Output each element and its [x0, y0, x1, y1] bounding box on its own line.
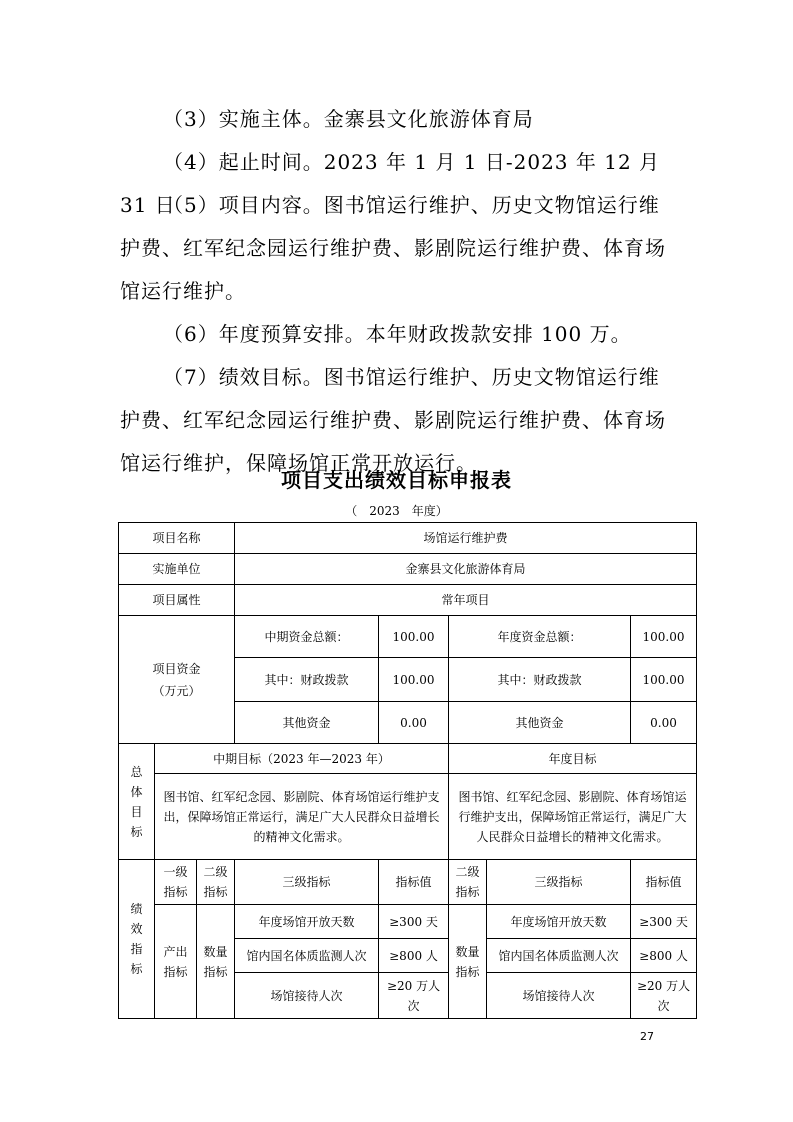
- year-total-value: 100.00: [631, 616, 697, 658]
- indicator-value-year: ≥800 人: [631, 939, 697, 973]
- year-total-label: 年度资金总额：: [449, 616, 631, 658]
- para-period: （4）起止时间。2023 年 1 月 1 日-2023 年 12 月 31 日: [120, 150, 661, 217]
- performance-form-table: [118, 522, 697, 1019]
- quantity-label-year-line: 指标: [455, 964, 480, 979]
- overall-goal-label: [119, 744, 155, 860]
- project-name-value: 场馆运行维护费: [235, 523, 697, 554]
- mid-fiscal-value: 100.00: [379, 658, 449, 702]
- year-other-value: 0.00: [631, 702, 697, 744]
- header-level2-line: 指标: [203, 885, 228, 899]
- para-goals: （7）绩效目标。图书馆运行维护、历史文物馆运行维护费、红军纪念园运行维护费、影剧院运行维护费、体育场馆运行维护，保障场馆正常开放运行。: [120, 365, 666, 475]
- quantity-label-line: 指标: [203, 964, 228, 979]
- year-goal-text: 图书馆、红军纪念园、影剧院、体育场馆运行维护支出，保障场馆正常运行，满足广大人民群众日益增长的精神文化需求。: [449, 774, 697, 860]
- indicator-value: ≥800 人: [379, 939, 449, 973]
- header-level1-line: 指标: [163, 885, 188, 899]
- output-label-line: 指标: [163, 964, 188, 979]
- para-implementer: （3）实施主体。金寨县文化旅游体育局: [163, 107, 534, 131]
- year-fiscal-label: 其中：财政拨款: [449, 658, 631, 702]
- indicator-name: 年度场馆开放天数: [235, 905, 379, 939]
- header-level3-year: 三级指标: [487, 860, 631, 905]
- header-level2: [197, 860, 235, 905]
- table-row: [119, 905, 697, 939]
- header-level2-year-line: 二级: [455, 865, 480, 879]
- perf-label-char: 效: [130, 922, 143, 936]
- perf-label-char: 指: [130, 942, 143, 956]
- quantity-label-line: 数量: [203, 944, 228, 959]
- project-name-label: 项目名称: [119, 523, 235, 554]
- row-project-name: [119, 523, 697, 554]
- indicator-value: ≥20 万人次: [379, 973, 449, 1019]
- quantity-label-year-line: 数量: [455, 944, 480, 959]
- indicator-value: ≥300 天: [379, 905, 449, 939]
- header-level1: [155, 860, 197, 905]
- impl-unit-value: 金寨县文化旅游体育局: [235, 554, 697, 585]
- indicator-name-year: 馆内国名体质监测人次: [487, 939, 631, 973]
- page-number: 27: [640, 1030, 654, 1043]
- quantity-indicator-label: [197, 905, 235, 1019]
- header-value-year: 指标值: [631, 860, 697, 905]
- indicator-name: 馆内国名体质监测人次: [235, 939, 379, 973]
- impl-unit-label: 实施单位: [119, 554, 235, 585]
- header-level1-line: 一级: [163, 865, 188, 879]
- overall-label-char: 标: [130, 824, 143, 839]
- perf-indicator-label: [119, 860, 155, 1019]
- overall-label-char: 体: [130, 784, 143, 799]
- row-project-attr: [119, 585, 697, 616]
- header-level3: 三级指标: [235, 860, 379, 905]
- header-level2-year: [449, 860, 487, 905]
- row-funds-total: [119, 616, 697, 658]
- header-level2-line: 二级: [203, 865, 228, 879]
- mid-other-value: 0.00: [379, 702, 449, 744]
- funds-label-line1: 项目资金: [152, 661, 201, 676]
- output-label-line: 产出: [163, 944, 188, 959]
- indicator-value-year: ≥20 万人次: [631, 973, 697, 1019]
- overall-label-char: 目: [130, 804, 143, 819]
- mid-fiscal-label: 其中：财政拨款: [235, 658, 379, 702]
- form-year: （ 2023 年度）: [345, 504, 448, 518]
- funds-label-line2: （万元）: [152, 683, 201, 698]
- row-goal-text: [119, 774, 697, 860]
- output-indicator-label: [155, 905, 197, 1019]
- project-attr-value: 常年项目: [235, 585, 697, 616]
- form-title: 项目支出绩效目标申报表: [281, 468, 512, 492]
- mid-total-label: 中期资金总额：: [235, 616, 379, 658]
- indicator-name-year: 年度场馆开放天数: [487, 905, 631, 939]
- year-fiscal-value: 100.00: [631, 658, 697, 702]
- indicator-name: 场馆接待人次: [235, 973, 379, 1019]
- project-attr-label: 项目属性: [119, 585, 235, 616]
- mid-other-label: 其他资金: [235, 702, 379, 744]
- funds-label: [119, 616, 235, 744]
- overall-label-char: 总: [130, 764, 143, 779]
- header-value: 指标值: [379, 860, 449, 905]
- mid-goal-text: 图书馆、红军纪念园、影剧院、体育场馆运行维护支出，保障场馆正常运行，满足广大人民群众日益增长的精神文化需求。: [155, 774, 449, 860]
- quantity-indicator-label-year: [449, 905, 487, 1019]
- row-goal-headers: [119, 744, 697, 774]
- mid-goal-header: 中期目标（2023 年—2023 年）: [155, 744, 449, 774]
- indicator-name-year: 场馆接待人次: [487, 973, 631, 1019]
- row-indicator-headers: [119, 860, 697, 905]
- perf-label-char: 绩: [130, 902, 143, 916]
- para-content: （5）项目内容。图书馆运行维护、历史文物馆运行维护费、红军纪念园运行维护费、影剧院运行维护费、体育场馆运行维护。: [120, 193, 666, 303]
- row-impl-unit: [119, 554, 697, 585]
- indicator-value-year: ≥300 天: [631, 905, 697, 939]
- mid-total-value: 100.00: [379, 616, 449, 658]
- year-goal-header: 年度目标: [449, 744, 697, 774]
- perf-label-char: 标: [130, 962, 143, 976]
- year-other-label: 其他资金: [449, 702, 631, 744]
- header-level2-year-line: 指标: [455, 885, 480, 899]
- para-budget: （6）年度预算安排。本年财政拨款安排 100 万。: [163, 322, 632, 346]
